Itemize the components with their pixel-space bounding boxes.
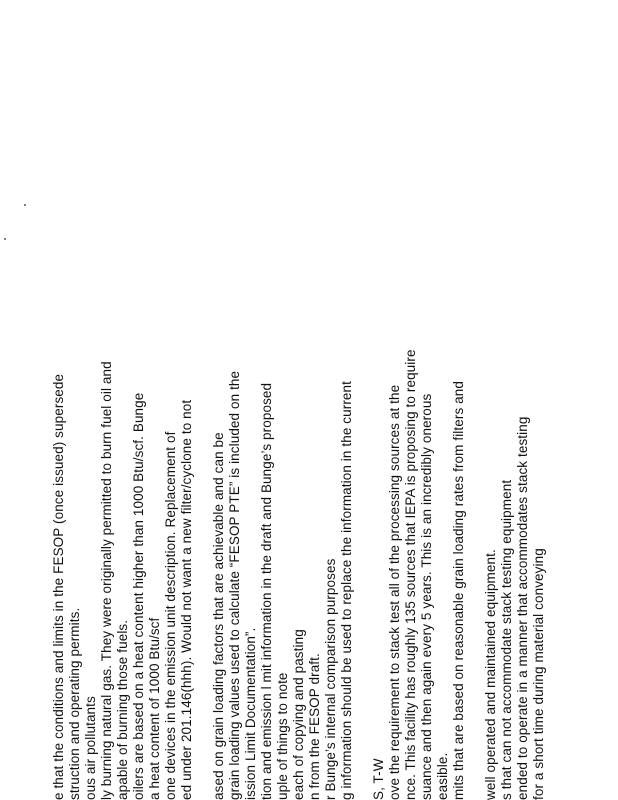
text-line: for a short time during material conveying	[531, 548, 546, 800]
text-line: g information should be used to replace the information in the current	[339, 381, 354, 800]
text-line: uple of things to note	[275, 672, 290, 800]
speck-mark	[24, 204, 26, 206]
rotated-text-block	[0, 240, 560, 800]
text-line: suance and then again every 5 years. This is an incredibly onerous	[419, 393, 434, 800]
text-line: S, T-W	[371, 758, 386, 800]
text-line: s that can not accommodate stack testing equipment	[499, 479, 514, 800]
text-line: ly burning natural gas. They were originally permitted to burn fuel oil and	[99, 361, 114, 800]
text-line: ended to operate in a manner that accommodates stack testing	[515, 416, 530, 800]
text-line: ove the requirement to stack test all of the processing sources at the	[387, 384, 402, 800]
text-line: ased on grain loading factors that are achievable and can be	[211, 432, 226, 800]
text-line: easible.	[435, 752, 450, 800]
text-line: ission Limit Documentation”.	[243, 627, 258, 800]
text-line: tion and emission l mit information in the draft and Bunge’s proposed	[259, 382, 274, 800]
text-line: struction and operating permits.	[67, 607, 82, 800]
text-line: e that the conditions and limits in the FESOP (once issued) supersede	[51, 373, 66, 800]
text-line: grain loading values used to calculate “FESOP PTE” is included on the	[227, 370, 242, 800]
text-line: r Bunge’s internal comparison purposes	[323, 558, 338, 800]
text-line: n from the FESOP draft.	[307, 653, 322, 800]
text-line: a heat content of 1000 Btu/scf	[147, 617, 162, 800]
text-line: nce. This facility has roughly 135 sources that IEPA is proposing to require	[403, 349, 418, 800]
text-line: well operated and maintained equipment.	[483, 549, 498, 800]
text-line: mits that are based on reasonable grain loading rates from filters and	[451, 381, 466, 800]
text-line: one devices in the emission unit description. Replacement of	[163, 431, 178, 800]
text-line: apable of burning those fuels.	[115, 619, 130, 800]
text-line: ed under 201.146(hhh). Would not want a new filter/cyclone to not	[179, 399, 194, 800]
text-line: each of copying and pasting	[291, 629, 306, 800]
text-line: oilers are based on a heat content higher than 1000 Btu/scf. Bunge	[131, 392, 146, 800]
text-line: ous air pollutants	[83, 696, 98, 800]
